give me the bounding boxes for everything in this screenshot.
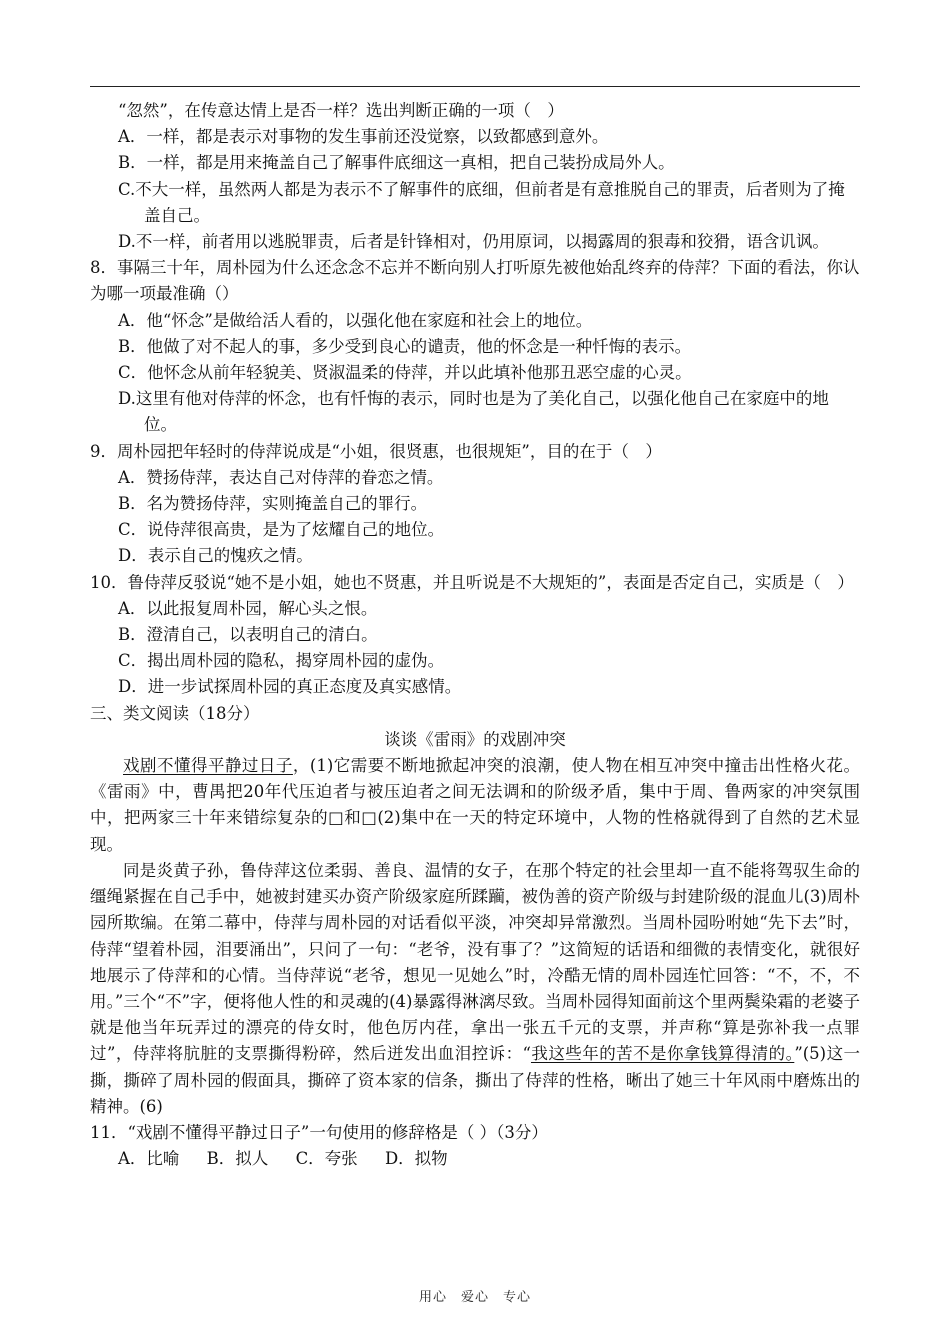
q8-option-c: C．他怀念从前年轻貌美、贤淑温柔的侍萍，并以此填补他那丑恶空虚的心灵。: [118, 363, 692, 383]
q9-option-d: D．表示自己的愧疚之情。: [118, 546, 313, 566]
q10-option-b: B．澄清自己，以表明自己的清白。: [118, 625, 378, 645]
q10-option-a: A．以此报复周朴园，解心头之恨。: [118, 598, 378, 618]
q11-choice-c: C．夸张: [295, 1149, 358, 1169]
q8-option-a: A．他“怀念”是做给活人看的，以强化他在家庭和社会上的地位。: [118, 310, 593, 330]
paragraph-2-text: 同是炎黄子孙，鲁侍萍这位柔弱、善良、温情的女子，在那个特定的社会里却一直不能将驾驭生命的缰绳紧握在自己手中，她被封建买办资产阶级家庭所蹂躏，被伪善的资产阶级与封建阶级的混血儿(3)周朴园所欺编。在第二幕中，侍萍与周朴园的对话看似平淡，冲突却异常激烈。当周朴园吩咐她“先下去”时，侍萍“望着朴园，泪要涌出”，只问了一句：“老爷，没有事了？”这简短的话语和细微的表情变化，就很好地展示了侍萍和的心情。当侍萍说“老爷，想见一见她么”时，冷酷无情的周朴园连忙回答：“不，不，不用。”三个“不”字，便将他人性的和灵魂的(4)暴露得淋漓尽致。当周朴园得知面前这个里两鬓染霜的老婆子就是他当年玩弄过的漂亮的侍女时，他色厉内荏，拿出一张五千元的支票，并声称“算是弥补我一点罪过”，侍萍将肮脏的支票撕得粉碎，然后迸发出血泪控诉：“: [90, 860, 860, 1064]
article-paragraph-2: [90, 858, 860, 1120]
section-heading: 三、类文阅读（18分）: [90, 703, 260, 723]
article-title: 谈谈《雷雨》的戏剧冲突: [384, 729, 566, 749]
q7-option-a: A．一样，都是表示对事物的发生事前还没觉察，以致都感到意外。: [118, 127, 609, 147]
q7-stem: “忽然”，在传意达情上是否一样？选出判断正确的一项（ ）: [118, 101, 564, 120]
q8-option-b: B．他做了对不起人的事，多少受到良心的谴责，他的怀念是一种忏悔的表示。: [118, 336, 692, 356]
q10-option-d: D．进一步试探周朴园的真正态度及真实感情。: [118, 677, 462, 697]
q11-choice-d: D．拟物: [384, 1149, 448, 1169]
q8-stem: 8．事隔三十年，周朴园为什么还念念不忘并不断向别人打听原先被他始乱终弃的侍萍？下面的看法，你认为哪一项最准确（）: [90, 258, 860, 304]
q7-option-b: B．一样，都是用来掩盖自己了解事件底细这一真相，把自己装扮成局外人。: [118, 153, 675, 173]
q11-choice-b: B．拟人: [206, 1149, 269, 1169]
q9-stem: 9．周朴园把年轻时的侍萍说成是“小姐，很贤惠，也很规矩”，目的在于（ ）: [90, 441, 662, 461]
underlined-phrase-2: 我这些年的苦不是你拿钱算得清的。: [530, 1044, 795, 1064]
q10-option-c: C．揭出周朴园的隐私，揭穿周朴园的虚伪。: [118, 651, 445, 671]
q9-option-a: A．赞扬侍萍，表达自己对侍萍的眷恋之情。: [118, 467, 444, 487]
q10-stem: 10．鲁侍萍反驳说“她不是小姐，她也不贤惠，并且听说是不大规矩的”，表面是否定自己，实质是（ ）: [90, 572, 854, 592]
header-rule: [90, 86, 860, 87]
page-content: [90, 98, 860, 1172]
q8-option-d: D.这里有他对侍萍的怀念，也有忏悔的表示，同时也是为了美化自己，以强化他自己在家庭中的地位。: [118, 389, 829, 435]
q11-stem: 11．“戏剧不懂得平静过日子”一句使用的修辞格是（ ）（3分）: [90, 1122, 548, 1142]
q11-choice-a: A．比喻: [118, 1149, 180, 1169]
q7-option-d: D.不一样，前者用以逃脱罪责，后者是针锋相对，仍用原词，以揭露周的狠毒和狡猾，语含讥讽。: [118, 232, 829, 252]
underlined-phrase-1: 戏剧不懂得平静过日子: [123, 756, 293, 776]
q9-option-b: B．名为赞扬侍萍，实则掩盖自己的罪行。: [118, 494, 428, 514]
paragraph-1-text: ，(1)它需要不断地掀起冲突的浪潮，使人物在相互冲突中撞击出性格火花。《雷雨》中，曹禺把20年代压迫者与被压迫者之间无法调和的阶级矛盾，集中于周、鲁两家的冲突氛围中，把两家三十年来错综复杂的□和□(2)集中在一天的特定环境中，人物的性格就得到了自然的艺术显现。: [90, 756, 861, 854]
paragraph-2-tail: ”(5)这一撕，撕碎了周朴园的假面具，撕碎了资本家的信条，撕出了侍萍的性格，晰出了她三十年风雨中磨炼出的精神。(6): [90, 1044, 861, 1116]
article-paragraph-1: [90, 753, 860, 858]
q11-choices: [118, 1146, 860, 1172]
page-footer: 用心 爱心 专心: [418, 1290, 531, 1305]
q7-option-c: C.不大一样，虽然两人都是为表示不了解事件的底细，但前者是有意推脱自己的罪责，后者则为了掩盖自己。: [118, 179, 845, 225]
q9-option-c: C．说侍萍很高贵，是为了炫耀自己的地位。: [118, 520, 445, 540]
